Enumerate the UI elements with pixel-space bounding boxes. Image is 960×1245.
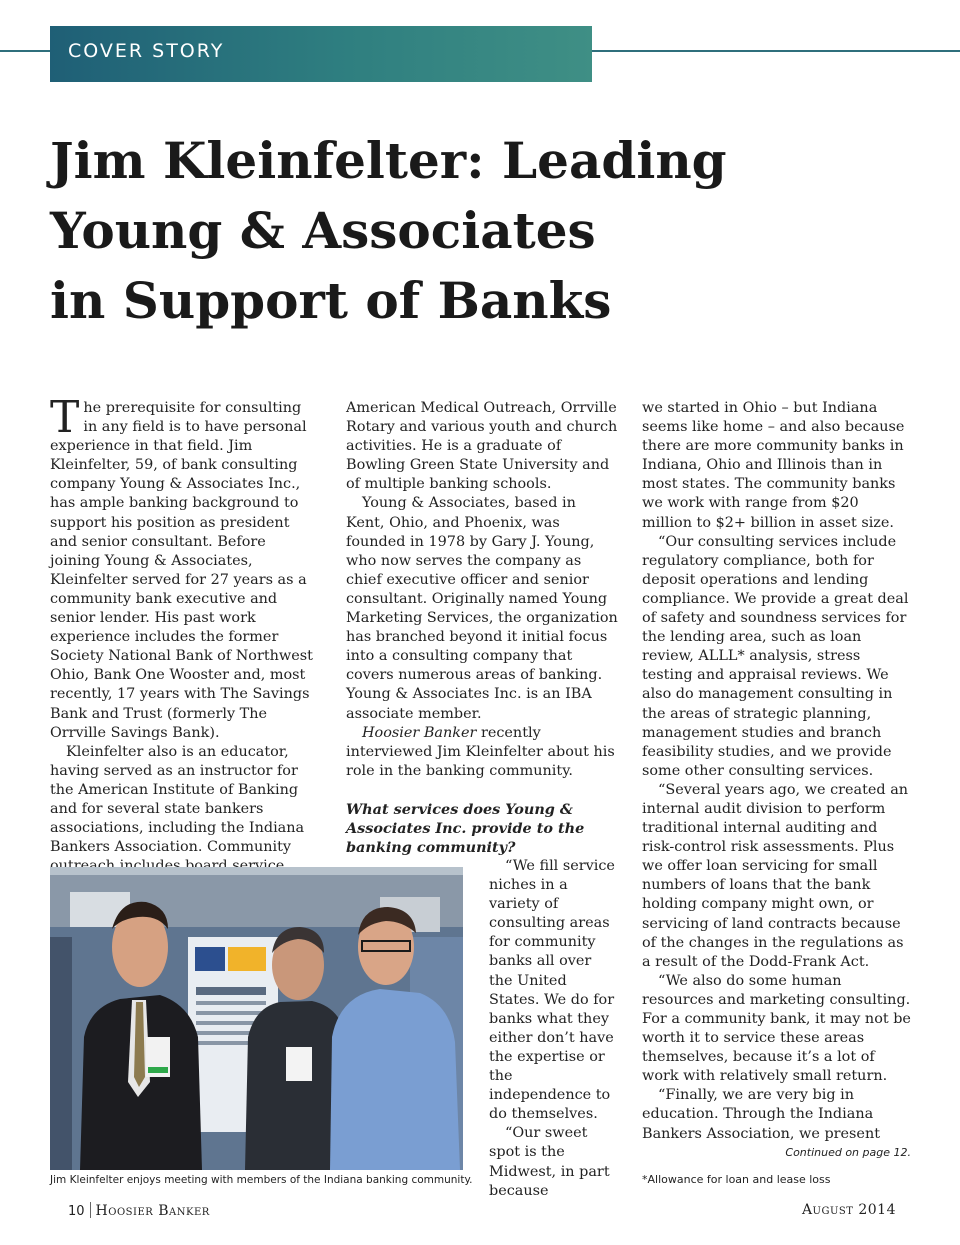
paragraph [346,724,618,781]
continued-note: Continued on page 12. [785,1146,911,1159]
interview-question: What services does Young & Associates Inc. provide to the banking community? [346,800,585,857]
paragraph: “Finally, we are very big in education. Through the Indiana Bankers Association, we present [642,1087,881,1142]
issue-date: August 2014 [801,1202,896,1218]
paragraph: American Medical Outreach, Orrville Rotary and various youth and church activities. He is a graduate of Bowling Green State University and of multiple banking schools. [346,400,618,493]
page-number: 10 [68,1204,85,1219]
paragraph: Young & Associates, based in Kent, Ohio, and Phoenix, was founded in 1978 by Gary J. Young, who now serves the company as chief executive officer and senior consultant. Originally named Young Marketing Services, the organization has branched beyond it initial focus into a consulting company that covers numerous areas of banking. Young & Associates Inc. is an IBA associate member. [346,495,618,722]
paragraph-text: recently interviewed Jim Kleinfelter about his role in the banking community. [346,724,615,779]
title-line-2: Young & Associates [50,201,596,260]
publication-name-footer: Hoosier Banker [95,1203,210,1219]
article-column-3 [642,399,912,1144]
footer-divider [90,1202,91,1218]
title-line-1: Jim Kleinfelter: Leading [50,131,727,190]
footer-left [68,1202,210,1219]
event-photo [50,867,463,1170]
photo-caption: Jim Kleinfelter enjoys meeting with members of the Indiana banking community. [50,1174,473,1186]
section-label: COVER STORY [68,40,225,62]
publication-name: Hoosier Banker [362,724,477,741]
paragraph [50,392,318,743]
paragraph-text: he prerequisite for consulting in any field is to have personal experience in that field. Jim Kleinfelter, 59, of bank consulting company Young & Associates Inc., has ample banking background to support his position as president and senior consultant. Before joining Young & Associates, Kleinfelter served for 27 years as a community bank executive and senior lender. His past work experience includes the former Society National Bank of Northwest Ohio, Bank One Wooster and, most recently, 17 years with The Savings Bank and Trust (formerly The Orrville Savings Bank). [50,400,313,741]
article-title [50,126,750,336]
title-line-3: in Support of Banks [50,271,612,330]
paragraph: “Several years ago, we created an internal audit division to perform traditional internal auditing and risk-control risk assessments. Plus we offer loan servicing for small numbers of loans that the bank holding company might own, or servicing of land contracts because of the changes in the regulations as a result of the Dodd-Frank Act. [642,781,909,970]
paragraph: we started in Ohio – but Indiana seems like home – and also because there are more community banks in Indiana, Ohio and Illinois than in most states. The community banks we work with range from $20 million to $2+ billion in asset size. [642,400,905,531]
footnote: *Allowance for loan and lease loss [642,1173,831,1186]
section-banner [50,26,592,82]
paragraph: “Our consulting services include regulatory compliance, both for deposit operations and lending compliance. We provide a great deal of safety and soundness services for the lending area, such as loan review, ALLL* analysis, stress testing and appraisal reviews. We also do management consulting in the areas of strategic planning, management studies and branch feasibility studies, and we provide some other consulting services. [642,533,909,779]
article-column-2-narrow [489,857,618,1201]
paragraph: “We fill service niches in a variety of consulting areas for community banks all over the United States. We do for banks what they either don’t have the expertise or the independence to do themselves. [489,858,615,1123]
paragraph: “Our sweet spot is the Midwest, in part because [489,1125,610,1199]
article-column-2 [346,399,618,857]
article-column-1 [50,392,318,895]
photo-illustration [50,867,463,1170]
paragraph: “We also do some human resources and marketing consulting. For a community bank, it may not be worth it to service these areas themselves, because it’s a lot of work with relatively small return. [642,972,911,1085]
paragraph: Kleinfelter also is an educator, having served as an instructor for the American Institute of Banking and for several state bankers associations, including the Indiana Bankers Association. Community [50,743,305,856]
drop-cap: T [50,392,80,443]
